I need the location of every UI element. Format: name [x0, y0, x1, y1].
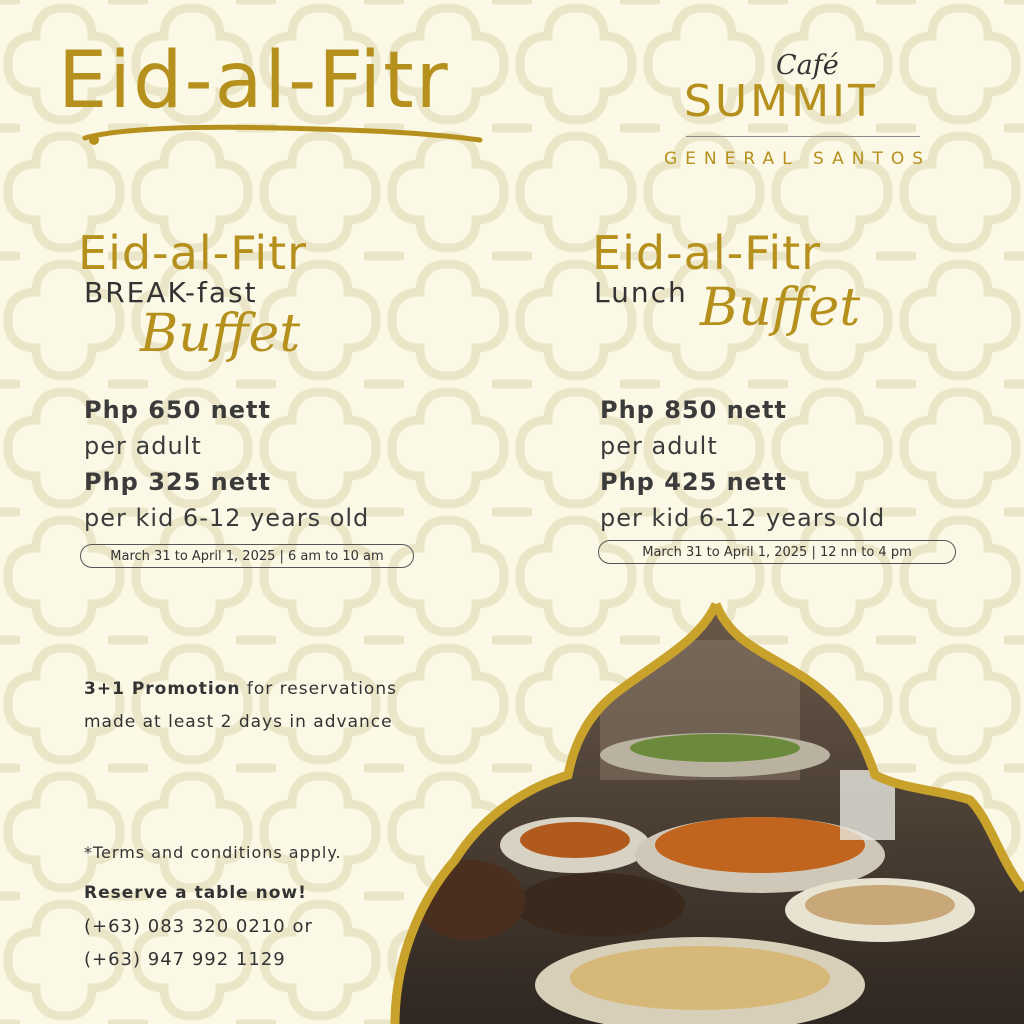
reserve-heading: Reserve a table now! [84, 883, 307, 903]
breakfast-title: Eid-al-Fitr [78, 226, 308, 280]
breakfast-buffet-script: Buffet [140, 304, 301, 364]
breakfast-kid-label: per kid 6-12 years old [84, 504, 370, 532]
lunch-schedule-pill: March 31 to April 1, 2025 | 12 nn to 4 pm [598, 540, 956, 564]
lunch-kind: Lunch [594, 276, 688, 309]
breakfast-adult-price: Php 650 nett [84, 396, 271, 424]
logo-location: GENERAL SANTOS [664, 149, 932, 169]
promo-line-1 [84, 681, 397, 698]
phone-2[interactable]: (+63) 947 992 1129 [84, 949, 286, 970]
lunch-adult-label: per adult [600, 432, 718, 460]
lunch-adult-price: Php 850 nett [600, 396, 787, 424]
terms-note: *Terms and conditions apply. [84, 843, 342, 862]
breakfast-kid-price: Php 325 nett [84, 468, 271, 496]
breakfast-schedule-pill: March 31 to April 1, 2025 | 6 am to 10 am [80, 544, 414, 568]
title-underline-swash [80, 120, 490, 150]
promo-rest: for reservations [240, 679, 397, 699]
phone-1[interactable]: (+63) 083 320 0210 or [84, 916, 313, 937]
breakfast-kind: BREAK-fast [84, 276, 258, 309]
promo-bold: 3+1 Promotion [84, 679, 241, 699]
lunch-kid-price: Php 425 nett [600, 468, 787, 496]
lunch-buffet-script: Buffet [700, 278, 861, 338]
main-title: Eid-al-Fitr [58, 36, 450, 126]
lunch-kid-label: per kid 6-12 years old [600, 504, 886, 532]
logo-summit: SUMMIT [684, 76, 878, 127]
logo-divider [686, 136, 920, 137]
promo-line-2: made at least 2 days in advance [84, 712, 393, 732]
lunch-title: Eid-al-Fitr [592, 226, 822, 280]
breakfast-adult-label: per adult [84, 432, 202, 460]
logo-cafe-script: Café [776, 50, 839, 81]
